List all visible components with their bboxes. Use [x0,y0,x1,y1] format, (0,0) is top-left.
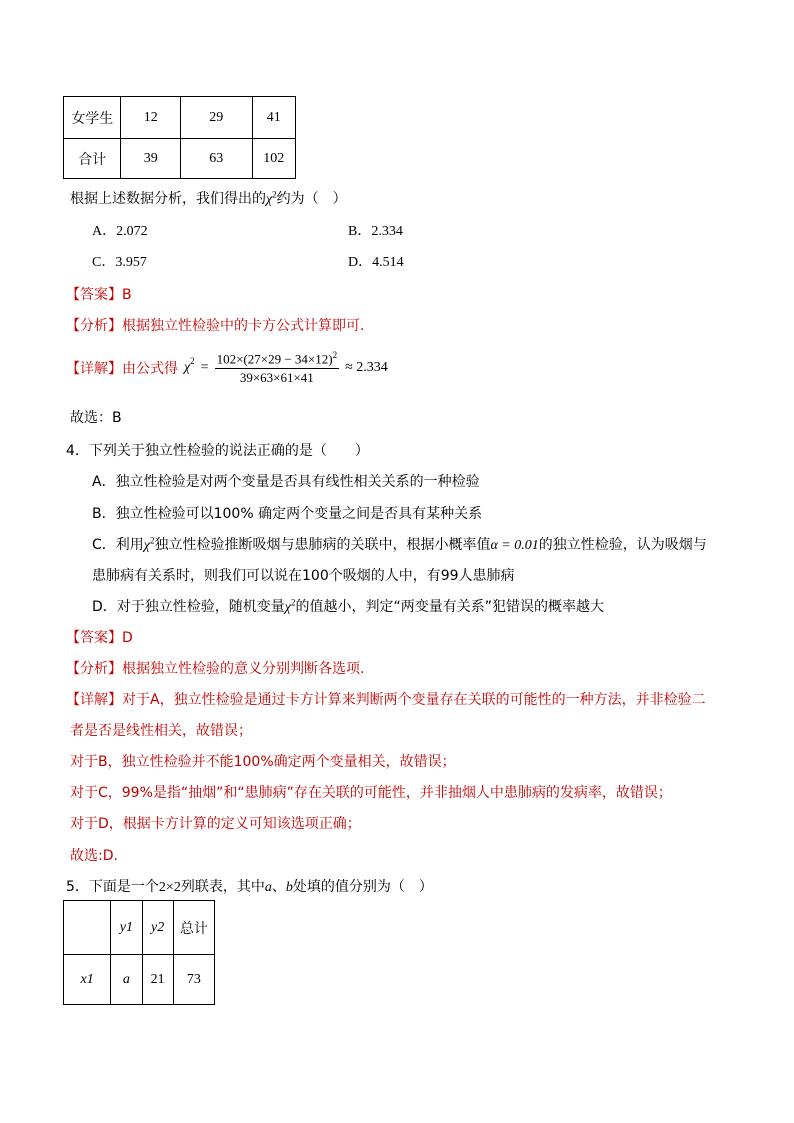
stem-text: 处填的值分别为（ ） [292,879,433,895]
superscript: 2 [190,356,195,366]
contingency-table-1 [63,96,296,179]
answer-value: B [122,287,132,303]
superscript: 2 [149,535,155,546]
superscript: 2 [272,189,277,200]
variable-a: a [122,971,130,987]
row-label-x1 [64,955,111,1005]
detail-text: 由公式得 [122,361,178,377]
option-d [92,596,604,616]
table-cell: 41 [252,97,295,139]
answer-tag: 【答案】 [66,287,122,303]
detail-line: 对于D，根据卡方计算的定义可知该选项正确； [70,816,361,832]
chi-symbol: χ [266,192,273,207]
table-cell: 73 [173,955,214,1005]
detail-line [66,689,706,709]
table-cell: 102 [252,139,295,179]
header-cell-total: 总计 [173,901,214,955]
table-row [64,97,296,139]
header-cell-empty [64,901,111,955]
option-c-continued: 患肺病有关系时，则我们可以说在100个吸烟的人中，有99人患肺病 [92,568,515,584]
option-a: A．独立性检验是对两个变量是否具有线性相关关系的一种检验 [92,474,480,490]
header-cell-y2 [142,901,173,955]
question-4-stem: 4．下列关于独立性检验的说法正确的是（ ） [66,443,369,459]
detail-line [66,348,388,388]
analysis-text: 根据独立性检验的意义分别判断各选项. [122,661,365,677]
table-cell: 63 [180,139,252,179]
stem-text: 根据上述数据分析，我们得出的 [70,191,266,207]
table-row [64,139,296,179]
table-cell: 12 [121,97,181,139]
alpha-value: α = 0.01 [490,538,539,553]
y2-label: y2 [151,919,165,935]
detail-tag: 【详解】 [66,692,122,708]
row-label: 合计 [64,139,121,179]
analysis-tag: 【分析】 [66,318,122,334]
separator: 、 [271,879,286,895]
analysis-line [66,658,364,678]
question-5-stem [66,876,433,896]
option-d: D．4.514 [348,255,404,270]
numerator-text: 102×(27×29 − 34×12) [216,351,333,367]
header-cell-y1 [111,901,142,955]
analysis-tag: 【分析】 [66,661,122,677]
option-text: D．对于独立性检验，随机变量 [92,599,285,615]
variable-b: b [285,880,293,895]
option-text: 独立性检验推断吸烟与患肺病的关联中，根据小概率值 [154,537,491,553]
table-cell: 21 [142,955,173,1005]
contingency-table-2 [63,900,215,1005]
detail-line: 者是否是线性相关，故错误； [70,723,252,739]
option-b: B．独立性检验可以100% 确定两个变量之间是否具有某种关系 [92,506,483,522]
formula-fraction [215,350,339,386]
superscript: 2 [290,597,296,608]
option-text: 的独立性检验，认为吸烟与 [538,537,707,553]
detail-text: 对于A，独立性检验是通过卡方计算来判断两个变量存在关联的可能性的一种方法，并非检验二 [122,692,706,708]
option-a: A．2.072 [92,224,148,239]
chi-symbol: χ [184,360,191,375]
conclusion-line: 故选：B [70,410,122,426]
fraction-numerator [215,350,339,369]
table-cell: 29 [180,97,252,139]
option-text: 的值越小，判定“两变量有关系”犯错误的概率越大 [295,599,604,615]
conclusion-line: 故选:D. [70,848,118,864]
formula-result: ≈ 2.334 [345,360,388,375]
x1-label: x1 [80,971,94,987]
table-cell-a [111,955,142,1005]
table-cell: 39 [121,139,181,179]
detail-line: 对于C，99%是指“抽烟”和“患肺病”存在关联的可能性，并非抽烟人中患肺病的发病率，故错误； [70,785,672,801]
row-label: 女学生 [64,97,121,139]
option-b: B．2.334 [348,224,403,239]
superscript: 2 [332,349,338,360]
answer-line [66,627,133,647]
table-header-row [64,901,215,955]
option-text: C．利用 [92,537,144,553]
stem-text: 约为（ ） [276,191,347,207]
chi-symbol: χ [143,538,150,553]
stem-text: 5．下面是一个 [66,879,159,895]
analysis-line [66,315,364,335]
analysis-text: 根据独立性检验中的卡方公式计算即可. [122,318,365,334]
stem-text: 列联表，其中 [180,879,265,895]
table-size: 2×2 [158,880,181,895]
table-row [64,955,215,1005]
answer-tag: 【答案】 [66,630,122,646]
detail-tag: 【详解】 [66,361,122,377]
fraction-denominator: 39×63×61×41 [239,370,314,386]
answer-line [66,284,132,304]
chi-symbol: χ [284,600,291,615]
equals-sign: = [200,360,209,375]
option-c [92,534,707,554]
detail-line: 对于B，独立性检验并不能100%确定两个变量相关，故错误； [70,754,456,770]
answer-value: D [122,630,133,646]
question-3-stem [70,188,347,208]
variable-a: a [264,880,272,895]
option-c: C．3.957 [92,255,147,270]
y1-label: y1 [119,919,134,935]
